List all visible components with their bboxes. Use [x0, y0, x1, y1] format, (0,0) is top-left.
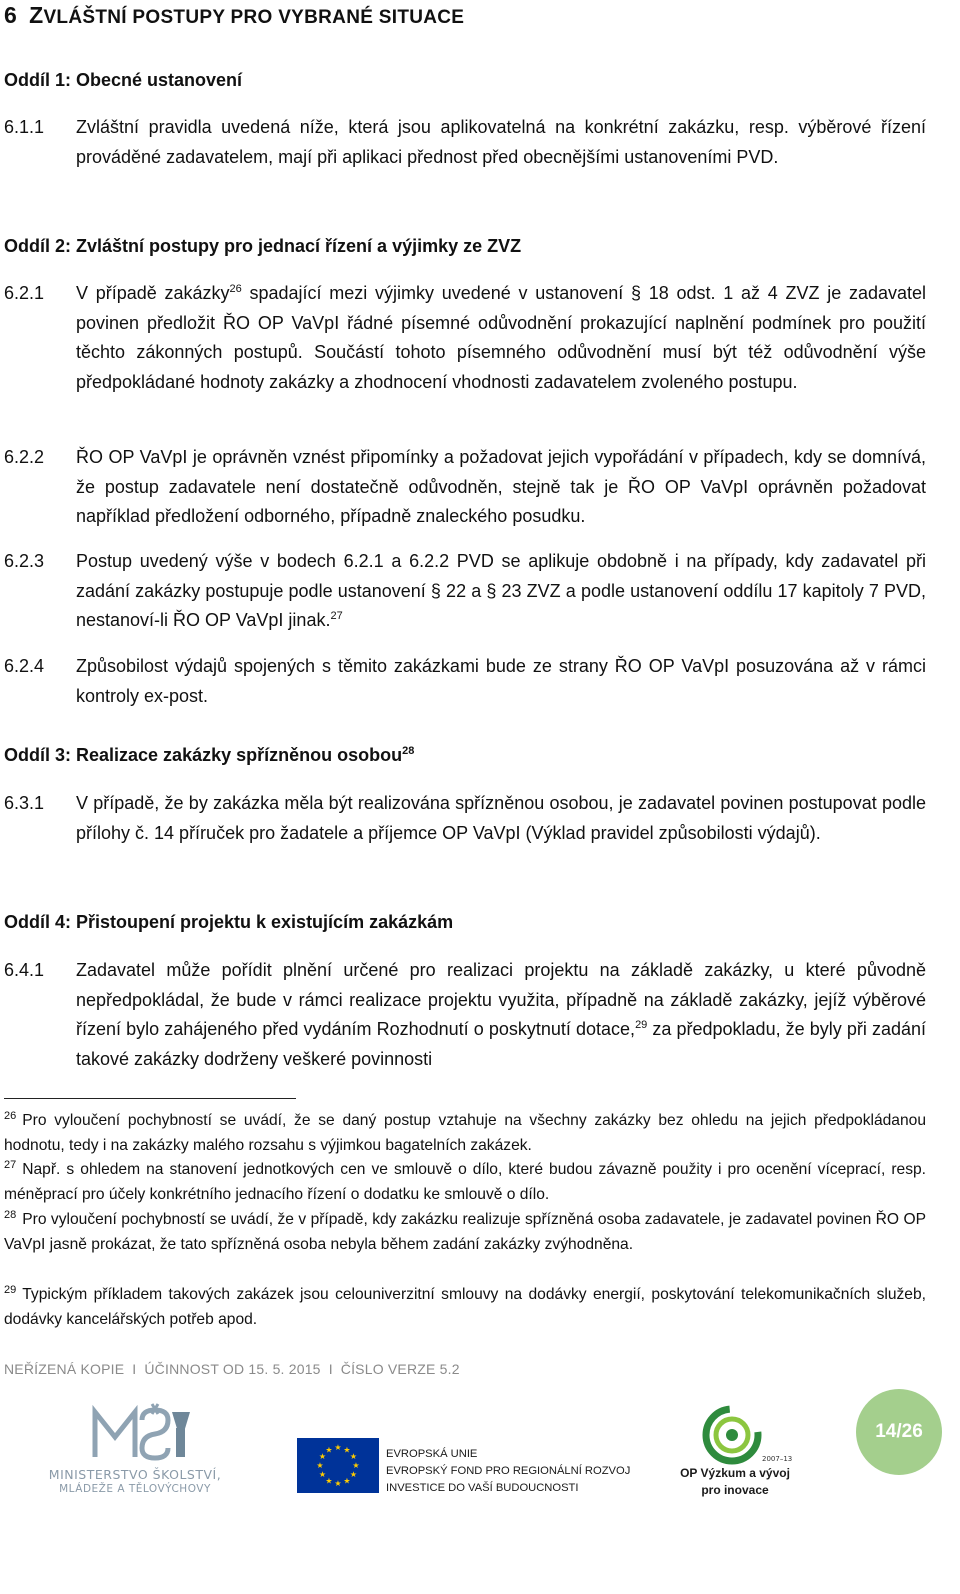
- paragraph-text: Způsobilost výdajů spojených s těmito zakázkami bude ze strany ŘO OP VaVpI posuzována až v rámci kontroly ex-post.: [76, 656, 926, 706]
- footnote-ref-29[interactable]: 29: [635, 1019, 648, 1032]
- msmt-name-line1: MINISTERSTVO ŠKOLSTVÍ,: [48, 1467, 222, 1482]
- paragraph-text-main: Postup uvedený výše v bodech 6.2.1 a 6.2.2 PVD se aplikuje obdobně i na případy, kdy zadavatel při zadání zakázky postupuje podle ustanovení § 22 a § 23 ZVZ a podle ustanovení oddílu 17 kapitoly 7 PVD, nestanoví-li ŘO OP VaVpI jinak.: [76, 551, 926, 631]
- paragraph-number: 6.3.1: [4, 793, 45, 813]
- eu-line-3: INVESTICE DO VAŠÍ BUDOUCNOSTI: [386, 1482, 579, 1494]
- paragraph-text: V případě, že by zakázka měla být realizována spřízněnou osobou, je zadavatel povinen postupovat podle přílohy č. 14 příruček pro žadatele a příjemce OP VaVpI (Výklad pravidel způsobilosti výdajů).: [76, 793, 926, 843]
- paragraph-6-2-4: [4, 652, 926, 711]
- op-vavpi-emblem-icon: [670, 1405, 800, 1465]
- status-separator: I: [132, 1361, 137, 1377]
- section-1-heading: Oddíl 1: Obecné ustanovení: [4, 70, 243, 90]
- footnote-text: Pro vyloučení pochybností se uvádí, že se daný postup vztahuje na všechny zakázky bez ohledu na jejich předpokládanou hodnotu, tedy i na zakázky malého rozsahu s výjimkou bagatelních zakázek.: [4, 1112, 926, 1154]
- paragraph-number: 6.2.1: [4, 283, 45, 303]
- paragraph-6-2-2: [4, 443, 926, 532]
- svg-text:★: ★: [349, 1470, 358, 1479]
- document-status-line: [4, 1361, 460, 1377]
- paragraph-6-2-3: [4, 547, 926, 636]
- svg-text:★: ★: [318, 1470, 327, 1479]
- eu-fund-text: [386, 1446, 630, 1497]
- paragraph-text: [76, 547, 926, 636]
- paragraph-number: 6.2.3: [4, 551, 45, 571]
- footnote-mark: 28: [4, 1208, 17, 1221]
- status-effective-date: ÚČINNOST OD 15. 5. 2015: [144, 1361, 321, 1377]
- paragraph-text-b: za předpokladu, že byly při zadání takové zakázky dodrženy veškeré povinnosti: [76, 1019, 926, 1069]
- svg-text:★: ★: [318, 1452, 327, 1461]
- op-vavpi-name: [670, 1465, 800, 1499]
- status-version: ČÍSLO VERZE 5.2: [340, 1361, 460, 1377]
- chapter-heading: [4, 2, 464, 29]
- svg-text:★: ★: [352, 1461, 360, 1470]
- svg-text:★: ★: [349, 1452, 358, 1461]
- chapter-title-initial: Z: [29, 2, 44, 28]
- paragraph-6-2-1: [4, 279, 926, 397]
- chapter-number: 6: [4, 2, 18, 28]
- eu-line-2: EVROPSKÝ FOND PRO REGIONÁLNÍ ROZVOJ: [386, 1465, 631, 1477]
- section-3-heading-text: Oddíl 3: Realizace zakázky spřízněnou osobou: [4, 745, 403, 765]
- footnote-29: [4, 1283, 926, 1333]
- svg-text:★: ★: [343, 1445, 351, 1455]
- status-uncontrolled-copy: NEŘÍZENÁ KOPIE: [4, 1361, 125, 1377]
- svg-text:2007–13: 2007–13: [762, 1455, 793, 1463]
- footnote-ref-26[interactable]: 26: [229, 283, 242, 295]
- page-number-badge: 14/26: [856, 1389, 942, 1475]
- footnote-28: [4, 1208, 926, 1258]
- paragraph-text: [76, 956, 926, 1074]
- svg-text:★: ★: [343, 1476, 351, 1486]
- footnote-text: Typickým příkladem takových zakázek jsou celouniverzitní smlouvy na dodávky energií, poskytování telekomunikačních služeb, dodávky kancelářských potřeb apod.: [4, 1286, 926, 1328]
- paragraph-text-a: Zadavatel může pořídit plnění určené pro realizaci projektu na základě zakázky, u které původně nepředpokládal, že bude v rámci realizace projektu využita, případně na základě zakázky, jejíž výběrové řízení bylo zahájeného před vydáním Rozhodnutí o poskytnutí dotace,: [76, 960, 926, 1040]
- msmt-logo: [40, 1402, 230, 1502]
- paragraph-number: 6.4.1: [4, 960, 45, 980]
- paragraph-text: [76, 279, 926, 397]
- footnote-ref-27[interactable]: 27: [330, 610, 343, 623]
- footnote-ref-28[interactable]: 28: [402, 745, 415, 757]
- svg-text:★: ★: [325, 1476, 333, 1486]
- eu-line-1: EVROPSKÁ UNIE: [386, 1448, 478, 1460]
- paragraph-6-4-1: [4, 956, 926, 1074]
- paragraph-6-3-1: [4, 789, 926, 848]
- paragraph-text: Zvláštní pravidla uvedená níže, která jsou aplikovatelná na konkrétní zakázku, resp. výběrové řízení prováděné zadavatelem, mají při aplikaci přednost před obecnějšími ustanoveními PVD.: [76, 117, 926, 167]
- paragraph-text: ŘO OP VaVpI je oprávněn vznést připomínky a požadovat jejich vypořádání v případech, kdy se domnívá, že postup zadavatele není dostatečně odůvodněn, stejně tak je ŘO OP VaVpI oprávněn požadovat například předložení odborného, případně znaleckého posudku.: [76, 447, 926, 527]
- svg-text:★: ★: [325, 1445, 333, 1455]
- footnote-mark: 27: [4, 1158, 17, 1171]
- paragraph-number: 6.2.2: [4, 447, 45, 467]
- footnote-separator: [4, 1098, 296, 1099]
- footnote-text: Pro vyloučení pochybností se uvádí, že v případě, kdy zakázku realizuje spřízněná osoba zadavatele, je zadavatel povinen ŘO OP VaVpI jasně prokázat, že tato spřízněná osoba nebyla během zadání zakázky zvýhodněna.: [4, 1211, 926, 1253]
- op-vavpi-logo: [670, 1405, 800, 1500]
- footnote-27: [4, 1158, 926, 1208]
- svg-text:★: ★: [334, 1479, 342, 1488]
- section-2-heading: Oddíl 2: Zvláštní postupy pro jednací řízení a výjimky ze ZVZ: [4, 236, 522, 256]
- section-3-heading: [4, 745, 414, 766]
- footnote-26: [4, 1109, 926, 1159]
- section-4-heading: Oddíl 4: Přistoupení projektu k existujícím zakázkám: [4, 912, 454, 932]
- paragraph-text-a: V případě zakázky: [76, 283, 230, 303]
- op-line-1: OP Výzkum a vývoj: [680, 1466, 790, 1480]
- op-line-2: pro inovace: [701, 1483, 769, 1497]
- msmt-emblem-icon: [40, 1402, 230, 1464]
- svg-text:★: ★: [334, 1443, 342, 1452]
- svg-text:★: ★: [316, 1461, 324, 1470]
- footnote-mark: 29: [4, 1283, 17, 1296]
- paragraph-number: 6.2.4: [4, 656, 45, 676]
- chapter-title-rest: VLÁŠTNÍ POSTUPY PRO VYBRANÉ SITUACE: [43, 7, 465, 28]
- paragraph-6-1-1: [4, 113, 926, 172]
- msmt-name-line2: MLÁDEŽE A TĚLOVÝCHOVY: [59, 1483, 211, 1495]
- footnote-mark: 26: [4, 1109, 17, 1122]
- eu-flag-icon: [297, 1438, 379, 1493]
- footnote-text: Např. s ohledem na stanovení jednotkových cen ve smlouvě o dílo, které budou závazně použity i pro ocenění víceprací, resp. méněprací pro účely konkrétního jednacího řízení o dodatku ke smlouvě o dílo.: [4, 1161, 926, 1203]
- status-separator: I: [328, 1361, 333, 1377]
- paragraph-number: 6.1.1: [4, 117, 45, 137]
- paragraph-text-b: spadající mezi výjimky uvedené v ustanovení § 18 odst. 1 až 4 ZVZ je zadavatel povinen předložit ŘO OP VaVpI řádné písemné odůvodnění prokazující naplnění podmínek pro použití těchto zákonných postupů. Součástí tohoto písemného odůvodnění musí být též odůvodnění výše předpokládané hodnoty zakázky a zhodnocení vhodnosti zadavatelem zvoleného postupu.: [76, 283, 926, 392]
